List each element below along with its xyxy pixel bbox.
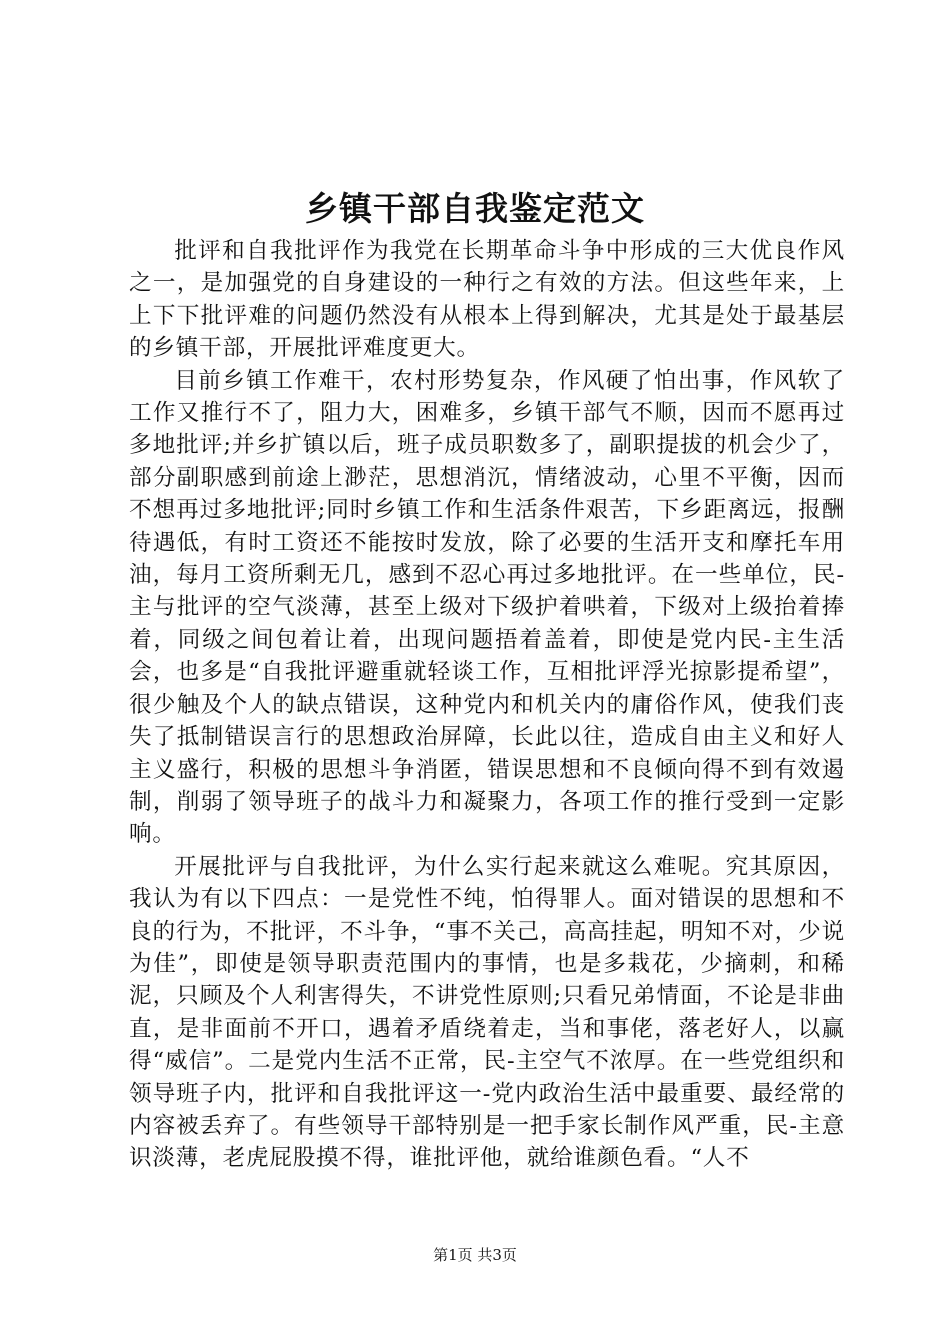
paragraph-3: 开展批评与自我批评，为什么实行起来就这么难呢。究其原因，我认为有以下四点：一是党性不纯，怕得罪人。面对错误的思想和不良的行为，不批评，不斗争，“事不关己，高高挂起，明知不对，少说为佳”，即使是领导职责范围内的事情，也是多栽花，少摘刺，和稀泥，只顾及个人利害得失，不讲党性原则;只看兄弟情面，不论是非曲直，是非面前不开口，遇着矛盾绕着走，当和事佬，落老好人，以赢得“威信”。二是党内生活不正常，民-主空气不浓厚。在一些党组织和领导班子内，批评和自我批评这一-党内政治生活中最重要、最经常的内容被丢弃了。有些领导干部特别是一把手家长制作风严重，民-主意识淡薄，老虎屁股摸不得，谁批评他，就给谁颜色看。“人不	[129, 853, 845, 1172]
page-footer: 第1页 共3页	[433, 1246, 517, 1264]
paragraph-1: 批评和自我批评作为我党在长期革命斗争中形成的三大优良作风之一，是加强党的自身建设的一种行之有效的方法。但这些年来，上上下下批评难的问题仍然没有从根本上得到解决，尤其是处于最基层的乡镇干部，开展批评难度更大。	[129, 238, 845, 362]
paragraph-2: 目前乡镇工作难干，农村形势复杂，作风硬了怕出事，作风软了工作又推行不了，阻力大，困难多，乡镇干部气不顺，因而不愿再过多地批评;并乡扩镇以后，班子成员职数多了，副职提拔的机会少了，部分副职感到前途上渺茫，思想消沉，情绪波动，心里不平衡，因而不想再过多地批评;同时乡镇工作和生活条件艰苦，下乡距离远，报酬待遇低，有时工资还不能按时发放，除了必要的生活开支和摩托车用油，每月工资所剩无几，感到不忍心再过多地批评。在一些单位，民-主与批评的空气淡薄，甚至上级对下级护着哄着，下级对上级抬着捧着，同级之间包着让着，出现问题捂着盖着，即使是党内民-主生活会，也多是“自我批评避重就轻谈工作，互相批评浮光掠影提希望”，很少触及个人的缺点错误，这种党内和机关内的庸俗作风，使我们丧失了抵制错误言行的思想政治屏障，长此以往，造成自由主义和好人主义盛行，积极的思想斗争消匿，错误思想和不良倾向得不到有效遏制，削弱了领导班子的战斗力和凝聚力，各项工作的推行受到一定影响。	[129, 367, 845, 848]
document-title: 乡镇干部自我鉴定范文	[305, 189, 645, 228]
document-body	[129, 235, 845, 1175]
